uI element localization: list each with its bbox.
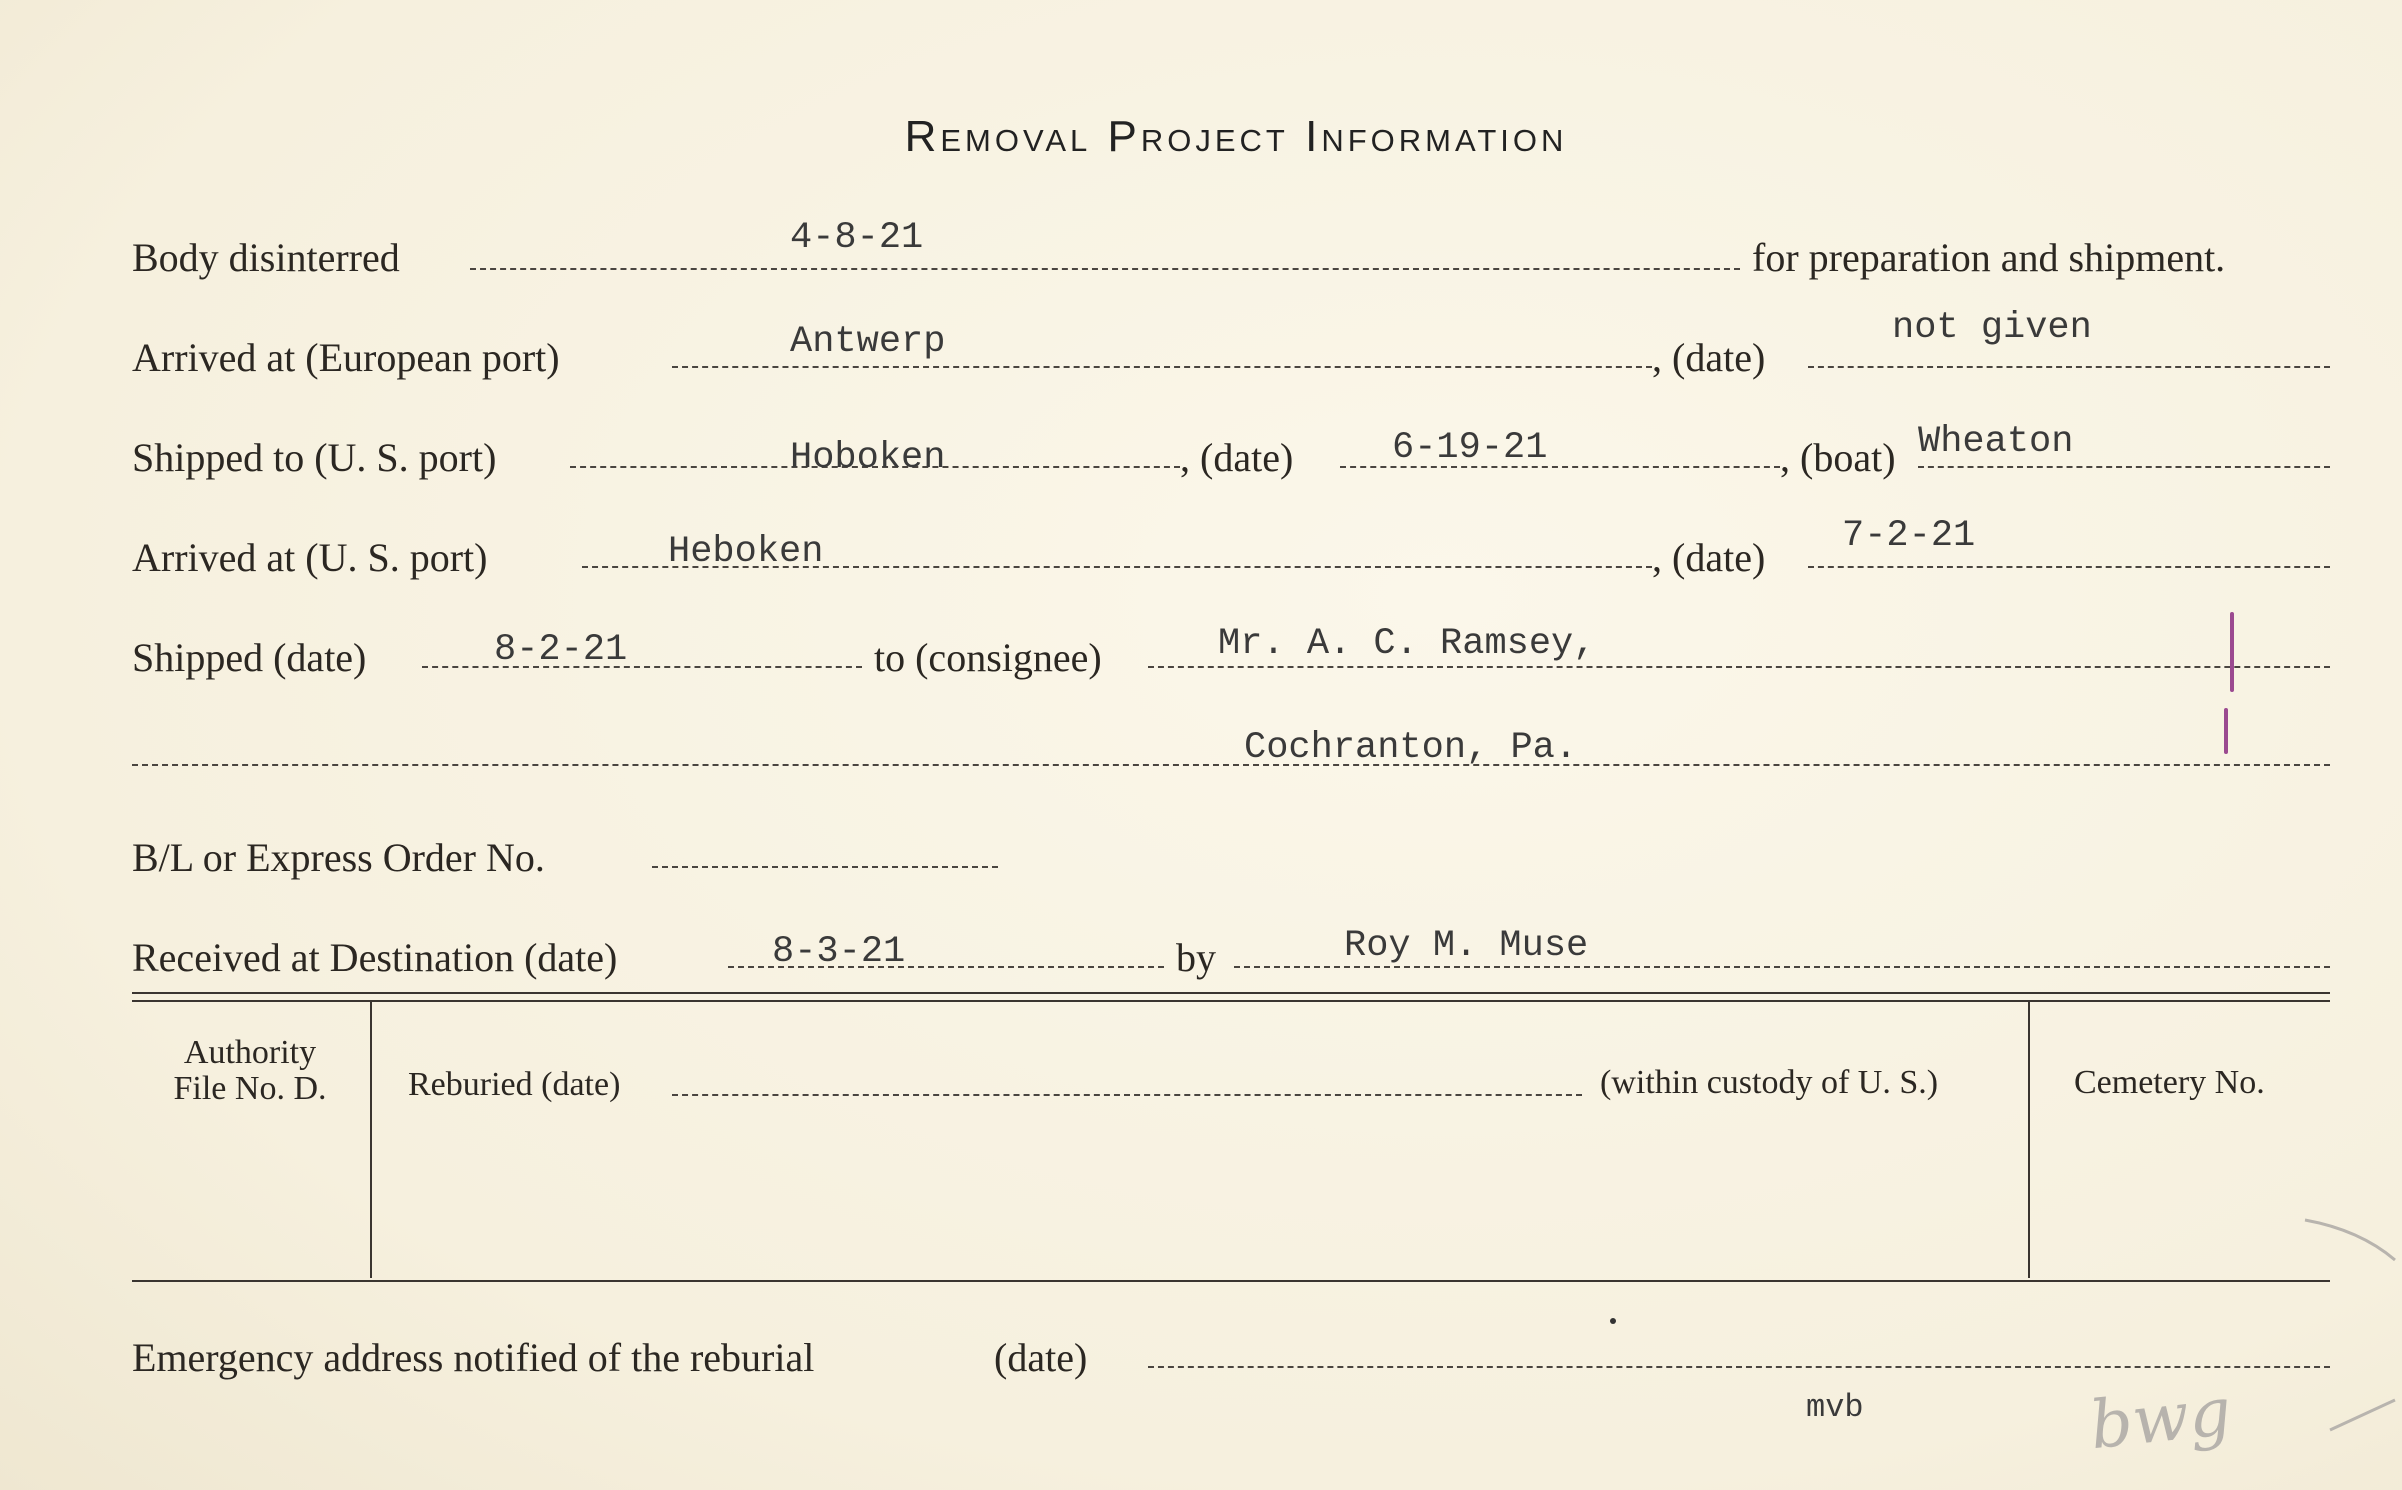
value-arrived-us-date: 7-2-21 — [1842, 515, 1976, 557]
value-initials: mvb — [1806, 1389, 1864, 1426]
value-shipped-us-date: 6-19-21 — [1392, 427, 1548, 469]
value-boat: Wheaton — [1918, 421, 2074, 463]
label-by: by — [1176, 935, 1216, 980]
ink-mark — [2230, 612, 2234, 692]
value-shipped-date: 8-2-21 — [494, 629, 628, 671]
card-title: Removal Project Information — [904, 112, 1568, 161]
value-received-by: Roy M. Muse — [1344, 925, 1589, 967]
value-us-port-shipped: Hoboken — [790, 437, 946, 479]
line-emergency — [1148, 1366, 2330, 1368]
line-european-date — [1808, 366, 2330, 368]
label-date-arrived-us: , (date) — [1652, 535, 1766, 580]
line-european-port — [672, 366, 1652, 368]
label-arrived-european: Arrived at (European port) — [132, 335, 560, 380]
value-european-date: not given — [1892, 307, 2092, 349]
label-for-preparation: for preparation and shipment. — [1752, 235, 2226, 280]
ink-speck — [1610, 1318, 1616, 1324]
label-boat: , (boat) — [1780, 435, 1896, 480]
rule-top-1 — [132, 992, 2330, 994]
label-received: Received at Destination (date) — [132, 935, 618, 980]
label-body-disinterred: Body disinterred — [132, 235, 400, 280]
label-bl-order: B/L or Express Order No. — [132, 835, 545, 880]
label-arrived-us: Arrived at (U. S. port) — [132, 535, 488, 580]
value-consignee-line2: Cochranton, Pa. — [1244, 727, 1578, 769]
label-reburied: Reburied (date) — [408, 1066, 621, 1103]
line-boat — [1918, 466, 2330, 468]
line-arrived-us-date — [1808, 566, 2330, 568]
rule-bottom — [132, 1280, 2330, 1282]
rule-top-2 — [132, 1000, 2330, 1002]
label-date-european: , (date) — [1652, 335, 1766, 380]
value-us-port-arrived: Heboken — [668, 531, 824, 573]
line-disinterred — [470, 268, 1740, 270]
label-custody: (within custody of U. S.) — [1600, 1064, 1939, 1101]
line-bl-order — [652, 866, 998, 868]
value-disinterred-date: 4-8-21 — [790, 217, 924, 259]
pencil-signature: bwg — [2086, 1372, 2235, 1465]
label-shipped-to-us: Shipped to (U. S. port) — [132, 435, 497, 480]
ink-mark — [2224, 708, 2228, 754]
label-file-no: File No. D. — [173, 1070, 327, 1107]
label-emergency: Emergency address notified of the reburial — [132, 1335, 815, 1380]
label-authority: Authority — [183, 1034, 317, 1071]
value-received-date: 8-3-21 — [772, 931, 906, 973]
label-emergency-date: (date) — [994, 1335, 1088, 1380]
label-date-shipped-us: , (date) — [1180, 435, 1294, 480]
label-to-consignee: to (consignee) — [874, 635, 1102, 680]
line-consignee-2 — [132, 764, 2330, 766]
value-european-port: Antwerp — [790, 321, 946, 363]
line-reburied — [672, 1094, 1582, 1096]
rule-left-column — [370, 1002, 372, 1278]
rule-right-column — [2028, 1002, 2030, 1278]
pencil-strokes — [2300, 1200, 2400, 1450]
label-shipped-date: Shipped (date) — [132, 635, 367, 680]
value-consignee-line1: Mr. A. C. Ramsey, — [1218, 623, 1596, 665]
line-consignee-1 — [1148, 666, 2330, 668]
line-shipped-date — [422, 666, 862, 668]
label-cemetery-no: Cemetery No. — [2074, 1064, 2265, 1101]
